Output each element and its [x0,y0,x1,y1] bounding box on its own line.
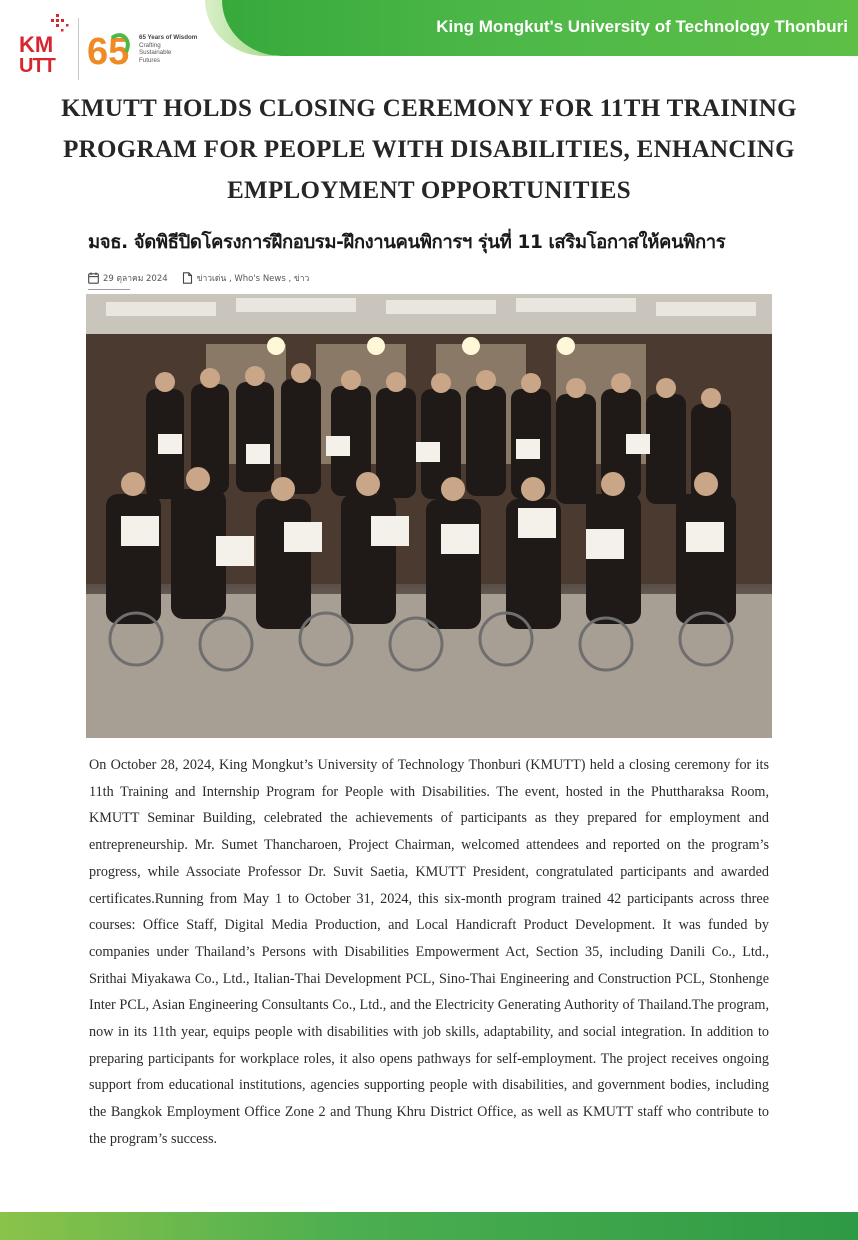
anniversary-65-logo [86,24,136,74]
calendar-icon [88,272,99,284]
spark-icon [51,14,69,32]
article-title: KMUTT HOLDS CLOSING CEREMONY FOR 11TH TRAINING PROGRAM FOR PEOPLE WITH DISABILITIES, ENHANCING EMPLOYMENT OPPORTUNITIES [61,95,797,204]
tagline-line2: Sustainable [139,49,172,57]
logo-65-text: 65 [87,31,130,73]
tagline-line3: Futures [139,56,160,64]
logo-text-bottom: UTT [19,55,55,76]
page-header [0,0,858,90]
tagline-years: 65 Years of Wisdom [139,34,198,41]
tagline [139,34,197,64]
logo-divider [78,18,79,80]
university-name: King Mongkut's University of Technology Thonburi [436,17,848,36]
meta-underline [88,289,130,290]
thai-article-title: มจธ. จัดพิธีปิดโครงการฝึกอบรม-ฝึกงานคนพิการฯ รุ่นที่ 11 เสริมโอกาสให้คนพิการ [88,232,726,253]
page-footer-band [0,1212,858,1240]
article-meta [88,271,309,285]
tagline-line1: Crafting [139,41,161,49]
article-categories[interactable]: ข่าวเด่น , Who's News , ข่าว [196,274,310,284]
document-icon [182,272,193,284]
kmutt-logo [18,12,76,76]
header-band [222,0,858,56]
article-date: 29 ตุลาคม 2024 [103,274,168,284]
group-photo-illustration [86,294,772,738]
logo-text-top: KM [19,32,54,57]
group-photo [86,294,772,738]
article-body: On October 28, 2024, King Mongkut’s University of Technology Thonburi (KMUTT) held a closing ceremony for its 11th Training and Internship Program for People with Disabilities. The event, hosted in the Phuttharaksa Room, KMUTT Seminar Building, celebrated the achievements of participants as they prepared for employment and entrepreneurship. Mr. Sumet Thancharoen, Project Chairman, welcomed attendees and reported on the program’s progress, while Associate Professor Dr. Suvit Saetia, KMUTT President, congratulated participants and awarded certificates.Running from May 1 to October 31, 2024, this six-month program trained 42 participants across three courses: Office Staff, Digital Media Production, and Local Handicraft Product Development. It was funded by companies under Thailand’s Persons with Disabilities Empowerment Act, Section 35, including Danili Co., Ltd., Srithai Miyakawa Co., Ltd., Italian-Thai Development PCL, Sino-Thai Engineering and Construction PCL, Stonhenge Inter PCL, Asian Engineering Consultants Co., Ltd., and the Electricity Generating Authority of Thailand.The program, now in its 11th year, equips people with disabilities with job skills, adaptability, and social integration. In addition to preparing participants for workplace roles, it also opens pathways for self-employment. The project receives ongoing support from educational institutions, agencies supporting people with disabilities, and government bodies, including the Bangkok Employment Office Zone 2 and Thung Khru District Office, as well as KMUTT staff who contribute to the program’s success. [89,757,769,1147]
